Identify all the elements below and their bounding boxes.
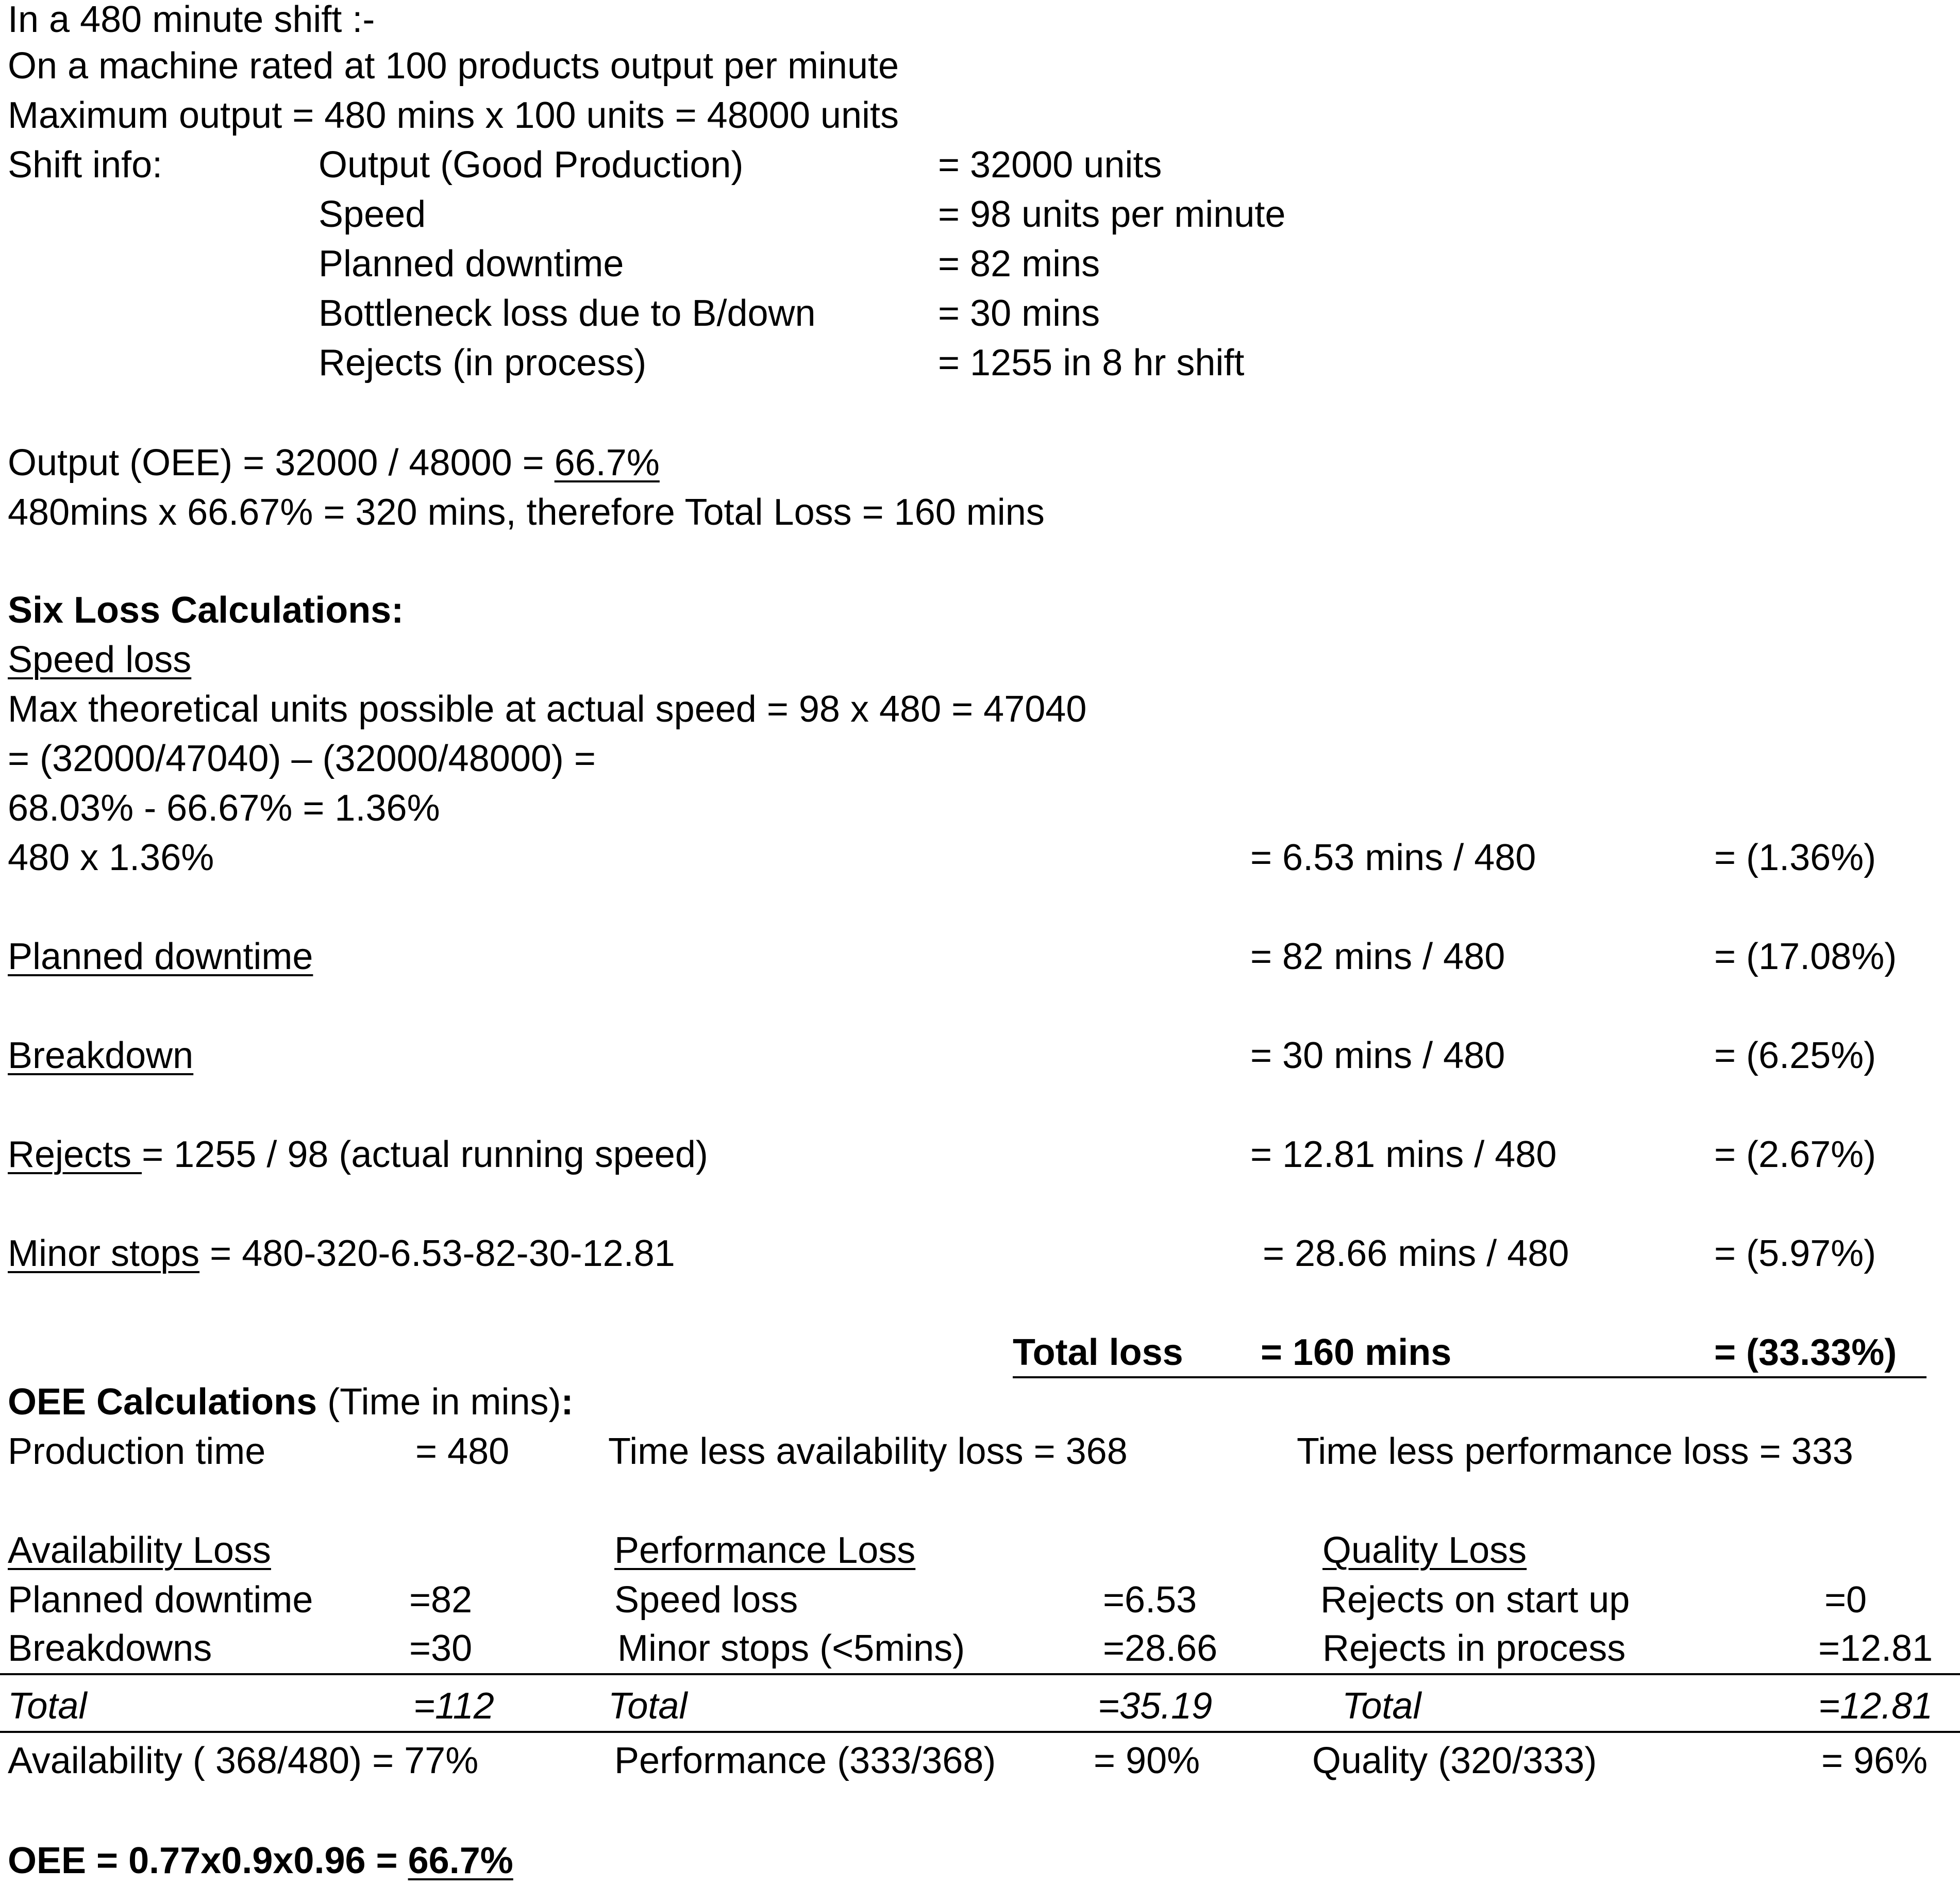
shift-info-value: = 82 mins bbox=[938, 243, 1100, 285]
rejects-title: Rejects bbox=[8, 1134, 142, 1175]
total-loss-mins: = 160 mins bbox=[1261, 1332, 1452, 1373]
minor-stops-line bbox=[8, 1235, 675, 1272]
final-oee-prefix: OEE = 0.77x0.9x0.96 = bbox=[8, 1840, 408, 1881]
shift-info-name: Planned downtime bbox=[319, 243, 624, 285]
total-loss-underline bbox=[1013, 1376, 1927, 1378]
minor-stops-title: Minor stops bbox=[8, 1233, 200, 1274]
production-time-label: Production time bbox=[8, 1431, 266, 1472]
breakdown-mins: = 30 mins / 480 bbox=[1250, 1035, 1505, 1076]
shift-info-label: Shift info: bbox=[8, 144, 163, 186]
speed-loss-line-1: Max theoretical units possible at actual speed = 98 x 480 = 47040 bbox=[8, 689, 1087, 730]
intro-line-3: Maximum output = 480 mins x 100 units = 48000 units bbox=[8, 95, 899, 136]
total-loss-label: Total loss bbox=[1013, 1332, 1183, 1373]
quality-result-value: = 96% bbox=[1821, 1740, 1928, 1781]
quality-row-value: =0 bbox=[1824, 1579, 1867, 1621]
availability-row-value: =30 bbox=[409, 1628, 473, 1669]
oee-calc-heading-rest: (Time in mins) bbox=[317, 1381, 561, 1423]
rejects-pct: = (2.67%) bbox=[1714, 1134, 1877, 1175]
output-oee-prefix: Output (OEE) = 32000 / 48000 = bbox=[8, 442, 555, 483]
six-loss-heading: Six Loss Calculations: bbox=[8, 590, 404, 631]
availability-result: Availability ( 368/480) = 77% bbox=[8, 1740, 479, 1781]
performance-time: Time less performance loss = 333 bbox=[1297, 1431, 1853, 1472]
final-oee bbox=[8, 1842, 513, 1879]
availability-total-value: =112 bbox=[413, 1686, 494, 1727]
availability-row-label: Breakdowns bbox=[8, 1628, 212, 1669]
quality-total-value: =12.81 bbox=[1818, 1686, 1933, 1727]
quality-loss-title: Quality Loss bbox=[1322, 1530, 1527, 1571]
speed-loss-pct: = (1.36%) bbox=[1714, 837, 1877, 878]
breakdown-title: Breakdown bbox=[8, 1035, 194, 1076]
planned-downtime-pct: = (17.08%) bbox=[1714, 936, 1897, 977]
shift-info-name: Rejects (in process) bbox=[319, 342, 647, 383]
speed-loss-line-2: = (32000/47040) – (32000/48000) = bbox=[8, 738, 596, 779]
performance-loss-title: Performance Loss bbox=[614, 1530, 916, 1571]
shift-info-name: Output (Good Production) bbox=[319, 144, 744, 186]
output-oee-line bbox=[8, 444, 660, 481]
table-divider-bottom bbox=[0, 1731, 1960, 1733]
intro-line-1: In a 480 minute shift :- bbox=[8, 0, 375, 40]
speed-loss-line-3: 68.03% - 66.67% = 1.36% bbox=[8, 788, 440, 829]
total-loss-pct: = (33.33%) bbox=[1714, 1332, 1897, 1373]
performance-total-value: =35.19 bbox=[1098, 1686, 1213, 1727]
shift-info-value: = 1255 in 8 hr shift bbox=[938, 342, 1245, 383]
quality-result: Quality (320/333) bbox=[1312, 1740, 1597, 1781]
quality-row-label: Rejects on start up bbox=[1320, 1579, 1630, 1621]
final-oee-result: 66.7% bbox=[408, 1840, 513, 1881]
breakdown-pct: = (6.25%) bbox=[1714, 1035, 1877, 1076]
planned-downtime-title: Planned downtime bbox=[8, 936, 313, 977]
availability-total-label: Total bbox=[8, 1686, 87, 1727]
performance-row-value: =6.53 bbox=[1103, 1579, 1197, 1621]
shift-info-value: = 98 units per minute bbox=[938, 194, 1286, 235]
quality-row-value: =12.81 bbox=[1818, 1628, 1933, 1669]
performance-row-value: =28.66 bbox=[1103, 1628, 1218, 1669]
output-oee-result: 66.7% bbox=[554, 442, 660, 483]
shift-info-name: Bottleneck loss due to B/down bbox=[319, 293, 816, 334]
oee-calc-heading bbox=[8, 1383, 573, 1421]
performance-row-label: Minor stops (<5mins) bbox=[617, 1628, 965, 1669]
intro-line-2: On a machine rated at 100 products output per minute bbox=[8, 45, 899, 87]
availability-loss-title: Availability Loss bbox=[8, 1530, 271, 1571]
total-loss-line: 480mins x 66.67% = 320 mins, therefore Total Loss = 160 mins bbox=[8, 492, 1045, 533]
minor-stops-pct: = (5.97%) bbox=[1714, 1233, 1877, 1274]
performance-total-label: Total bbox=[608, 1686, 688, 1727]
availability-row-label: Planned downtime bbox=[8, 1579, 313, 1621]
oee-calc-heading-bold: OEE Calculations bbox=[8, 1381, 317, 1423]
speed-loss-mins: = 6.53 mins / 480 bbox=[1250, 837, 1536, 878]
quality-row-label: Rejects in process bbox=[1322, 1628, 1626, 1669]
performance-result: Performance (333/368) bbox=[614, 1740, 996, 1781]
quality-total-label: Total bbox=[1342, 1686, 1421, 1727]
table-divider-top bbox=[0, 1673, 1960, 1675]
rejects-line bbox=[8, 1136, 708, 1173]
shift-info-value: = 30 mins bbox=[938, 293, 1100, 334]
availability-time: Time less availability loss = 368 bbox=[608, 1431, 1128, 1472]
speed-loss-line-4: 480 x 1.36% bbox=[8, 837, 214, 878]
minor-stops-mins: = 28.66 mins / 480 bbox=[1263, 1233, 1569, 1274]
shift-info-name: Speed bbox=[319, 194, 426, 235]
rejects-detail: = 1255 / 98 (actual running speed) bbox=[142, 1134, 708, 1175]
availability-row-value: =82 bbox=[409, 1579, 473, 1621]
performance-result-value: = 90% bbox=[1094, 1740, 1200, 1781]
oee-calc-heading-colon: : bbox=[561, 1381, 574, 1423]
shift-info-value: = 32000 units bbox=[938, 144, 1162, 186]
production-time-value: = 480 bbox=[415, 1431, 510, 1472]
speed-loss-title: Speed loss bbox=[8, 639, 192, 680]
rejects-mins: = 12.81 mins / 480 bbox=[1250, 1134, 1557, 1175]
minor-stops-detail: = 480-320-6.53-82-30-12.81 bbox=[199, 1233, 675, 1274]
planned-downtime-mins: = 82 mins / 480 bbox=[1250, 936, 1505, 977]
performance-row-label: Speed loss bbox=[614, 1579, 798, 1621]
